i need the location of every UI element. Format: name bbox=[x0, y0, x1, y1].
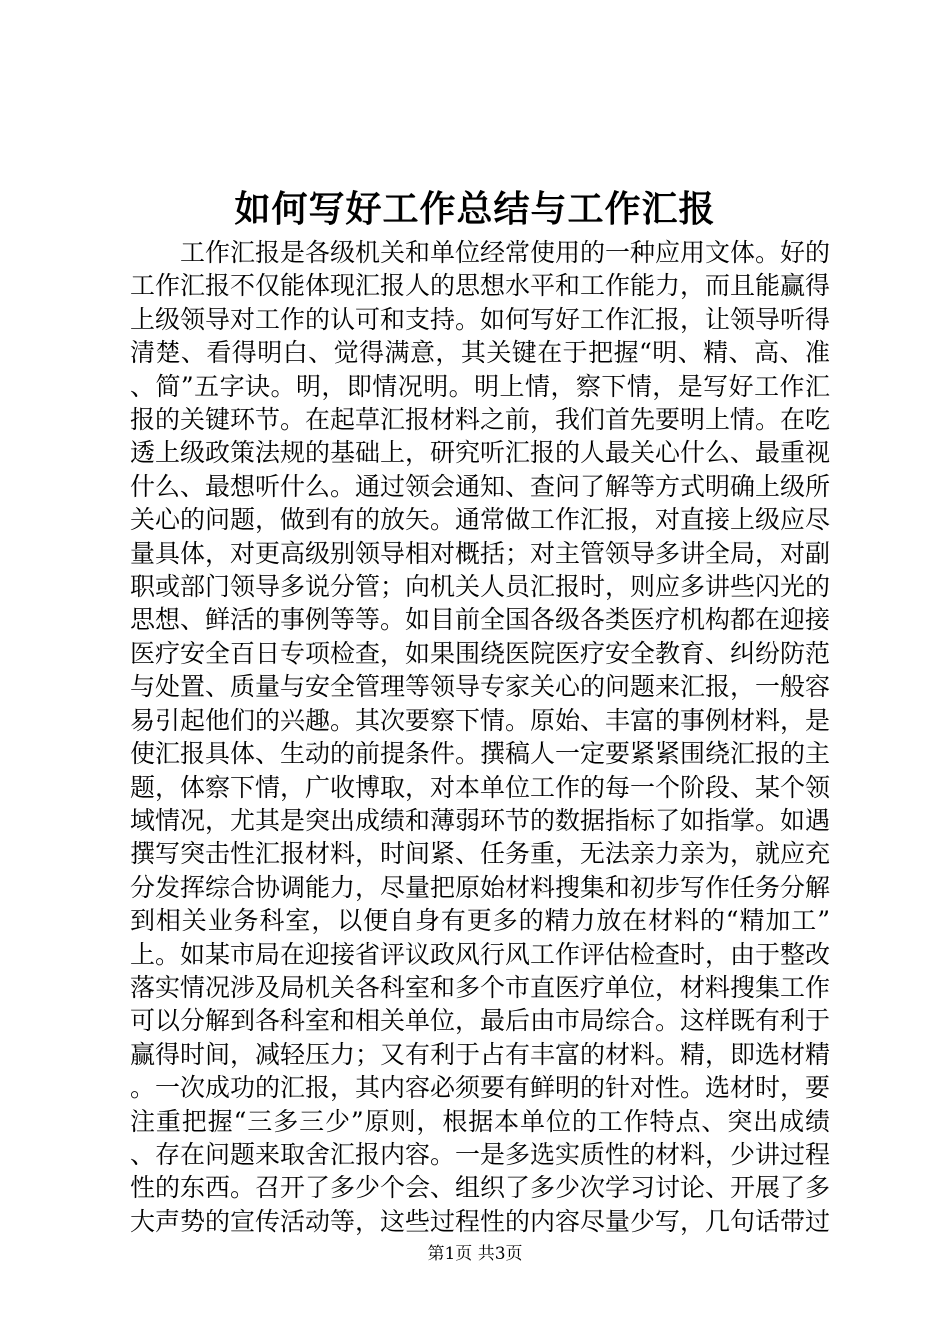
page-indicator: 第1页 共3页 bbox=[427, 1244, 523, 1264]
document-body-paragraph: 工作汇报是各级机关和单位经常使用的一种应用文体。好的工作汇报不仅能体现汇报人的思想水平和工作能力，而且能赢得上级领导对工作的认可和支持。如何写好工作汇报，让领导听得清楚、看得明白、觉得满意，其关键在于把握“明、精、高、准、简”五字诀。明，即情况明。明上情，察下情，是写好工作汇报的关键环节。在起草汇报材料之前，我们首先要明上情。在吃透上级政策法规的基础上，研究听汇报的人最关心什么、最重视什么、最想听什么。通过领会通知、查问了解等方式明确上级所关心的问题，做到有的放矢。通常做工作汇报，对直接上级应尽量具体，对更高级别领导相对概括；对主管领导多讲全局，对副职或部门领导多说分管；向机关人员汇报时，则应多讲些闪光的思想、鲜活的事例等等。如目前全国各级各类医疗机构都在迎接医疗安全百日专项检查，如果围绕医院医疗安全教育、纠纷防范与处置、质量与安全管理等领导专家关心的问题来汇报，一般容易引起他们的兴趣。其次要察下情。原始、丰富的事例材料，是使汇报具体、生动的前提条件。撰稿人一定要紧紧围绕汇报的主题，体察下情，广收博取，对本单位工作的每一个阶段、某个领域情况，尤其是突出成绩和薄弱环节的数据指标了如指掌。如遇撰写突击性汇报材料，时间紧、任务重，无法亲力亲为，就应充分发挥综合协调能力，尽量把原始材料搜集和初步写作任务分解到相关业务科室，以便自身有更多的精力放在材料的“精加工”上。如某市局在迎接省评议政风行风工作评估检查时，由于整改落实情况涉及局机关各科室和多个市直医疗单位，材料搜集工作可以分解到各科室和相关单位，最后由市局综合。这样既有利于赢得时间，减轻压力；又有利于占有丰富的材料。精，即选材精。一次成功的汇报，其内容必须要有鲜明的针对性。选材时，要注重把握“三多三少”原则，根据本单位的工作特点、突出成绩、存在问题来取舍汇报内容。一是多选实质性的材料，少讲过程性的东西。召开了多少个会、组织了多少次学习讨论、开展了多大声势的宣传活动等，这些过程性的内容尽量少写，几句话带过 bbox=[130, 238, 831, 1236]
document-title: 如何写好工作总结与工作汇报 bbox=[234, 188, 716, 230]
